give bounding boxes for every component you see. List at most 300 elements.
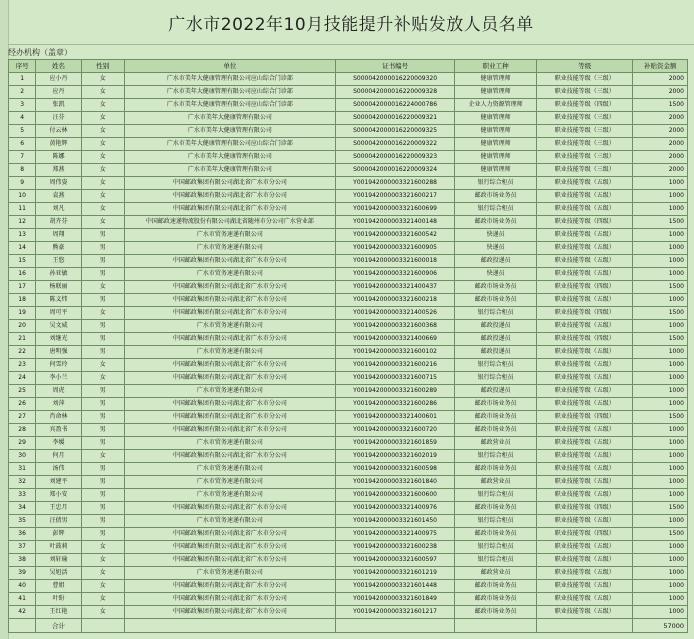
cell-amount[interactable]: 1000 [633,255,688,268]
cell-level[interactable]: 职业技能等级（三级） [536,112,633,125]
cell-name[interactable]: 黄艳辉 [36,138,81,151]
cell-level[interactable]: 职业技能等级（三级） [536,138,633,151]
cell-employer[interactable]: 中国邮政集团有限公司湖北省广水市分公司 [124,333,335,346]
cell-index[interactable]: 25 [9,385,36,398]
cell-gender[interactable]: 女 [81,567,124,580]
cell-name[interactable]: 郑燕 [36,164,81,177]
cell-name[interactable]: 刘继光 [36,333,81,346]
cell-index[interactable]: 34 [9,502,36,515]
cell-certificate[interactable]: S000042000016224000786 [335,99,454,112]
cell-employer[interactable]: 中国邮政集团有限公司湖北省广水市分公司 [124,424,335,437]
cell-occupation[interactable]: 健康管理师 [455,112,537,125]
cell-certificate[interactable]: Y001942000003321400601 [335,411,454,424]
cell-certificate[interactable]: Y001942000003321400669 [335,333,454,346]
cell-amount[interactable]: 1500 [633,99,688,112]
cell-level[interactable]: 职业技能等级（三级） [536,86,633,99]
cell-employer[interactable]: 广水市美年大健康管理有限公司应山综合门诊部 [124,73,335,86]
cell-amount[interactable]: 1000 [633,489,688,502]
cell-level[interactable]: 职业技能等级（五级） [536,398,633,411]
cell-gender[interactable]: 女 [81,151,124,164]
cell-index[interactable]: 31 [9,463,36,476]
cell-index[interactable]: 40 [9,580,36,593]
cell-certificate[interactable]: Y001942000003321400526 [335,307,454,320]
cell-amount[interactable]: 1000 [633,372,688,385]
cell-occupation[interactable]: 邮政市场业务员 [455,606,537,619]
cell-gender[interactable]: 女 [81,554,124,567]
cell-level[interactable]: 职业技能等级（五级） [536,593,633,606]
cell-name[interactable]: 陈娜 [36,151,81,164]
cell-occupation[interactable]: 邮政投递员 [455,333,537,346]
cell-amount[interactable]: 1000 [633,541,688,554]
cell-certificate[interactable]: S000042000016220009320 [335,73,454,86]
cell-amount[interactable]: 1500 [633,528,688,541]
cell-level[interactable]: 职业技能等级（四级） [536,502,633,515]
cell-name[interactable]: 刘建平 [36,476,81,489]
cell-name[interactable]: 曹姐 [36,580,81,593]
cell-amount[interactable]: 1000 [633,320,688,333]
cell-level[interactable]: 职业技能等级（五级） [536,541,633,554]
cell-occupation[interactable]: 银行综合柜员 [455,372,537,385]
cell-level[interactable]: 职业技能等级（五级） [536,294,633,307]
cell-employer[interactable]: 中国邮政集团有限公司湖北省广水市分公司 [124,593,335,606]
cell-employer[interactable]: 广水市贸务速递有限公司 [124,489,335,502]
cell-certificate[interactable]: Y001942000003321601448 [335,580,454,593]
cell-occupation[interactable]: 健康管理师 [455,138,537,151]
cell-occupation[interactable]: 快递员 [455,242,537,255]
cell-employer[interactable]: 广水市贸务速递有限公司 [124,385,335,398]
cell-name[interactable]: 王红艳 [36,606,81,619]
cell-occupation[interactable]: 快递员 [455,268,537,281]
cell-amount[interactable]: 2000 [633,164,688,177]
cell-name[interactable]: 叶盼 [36,593,81,606]
cell-gender[interactable]: 女 [81,593,124,606]
cell-certificate[interactable]: Y001942000003321400437 [335,281,454,294]
cell-gender[interactable]: 女 [81,138,124,151]
cell-occupation[interactable]: 邮政市场业务员 [455,593,537,606]
cell-occupation[interactable]: 邮政投递员 [455,320,537,333]
cell-employer[interactable]: 广水市美年大健康管理有限公司应山综合门诊部 [124,99,335,112]
cell-level[interactable]: 职业技能等级（五级） [536,554,633,567]
cell-occupation[interactable]: 企业人力资源管理师 [455,99,537,112]
cell-gender[interactable]: 男 [81,528,124,541]
cell-gender[interactable]: 女 [81,112,124,125]
cell-name[interactable]: 吴旭活 [36,567,81,580]
cell-occupation[interactable]: 邮政市场业务员 [455,294,537,307]
cell-name[interactable]: 杨联丽 [36,281,81,294]
cell-level[interactable]: 职业技能等级（三级） [536,164,633,177]
total-empty-cell[interactable] [9,619,36,633]
cell-occupation[interactable]: 邮政市场业务员 [455,580,537,593]
cell-employer[interactable]: 中国邮政集团有限公司湖北省广水市分公司 [124,554,335,567]
cell-index[interactable]: 15 [9,255,36,268]
cell-name[interactable]: 何雪玲 [36,359,81,372]
cell-index[interactable]: 19 [9,307,36,320]
cell-gender[interactable]: 女 [81,450,124,463]
cell-gender[interactable]: 女 [81,216,124,229]
cell-certificate[interactable]: Y001942000003321600102 [335,346,454,359]
cell-level[interactable]: 职业技能等级（五级） [536,515,633,528]
total-empty-cell[interactable] [335,619,454,633]
cell-employer[interactable]: 中国邮政集团有限公司湖北省广水市分公司 [124,294,335,307]
cell-occupation[interactable]: 邮政市场业务员 [455,463,537,476]
cell-amount[interactable]: 1000 [633,437,688,450]
col-header-gender[interactable]: 性别 [81,60,124,73]
cell-index[interactable]: 30 [9,450,36,463]
cell-index[interactable]: 27 [9,411,36,424]
cell-gender[interactable]: 男 [81,515,124,528]
cell-level[interactable]: 职业技能等级（五级） [536,463,633,476]
cell-index[interactable]: 13 [9,229,36,242]
cell-gender[interactable]: 女 [81,125,124,138]
cell-index[interactable]: 22 [9,346,36,359]
cell-certificate[interactable]: Y001942000003321600699 [335,203,454,216]
cell-employer[interactable]: 中国邮政集团有限公司湖北省广水市分公司 [124,606,335,619]
cell-gender[interactable]: 男 [81,385,124,398]
cell-index[interactable]: 24 [9,372,36,385]
cell-level[interactable]: 职业技能等级（五级） [536,489,633,502]
cell-amount[interactable]: 1000 [633,580,688,593]
cell-certificate[interactable]: Y001942000003321600598 [335,463,454,476]
cell-amount[interactable]: 1500 [633,411,688,424]
cell-occupation[interactable]: 邮政市场业务员 [455,398,537,411]
cell-amount[interactable]: 1000 [633,567,688,580]
cell-index[interactable]: 28 [9,424,36,437]
cell-gender[interactable]: 女 [81,86,124,99]
cell-name[interactable]: 肖命林 [36,411,81,424]
cell-gender[interactable]: 女 [81,164,124,177]
cell-level[interactable]: 职业技能等级（三级） [536,151,633,164]
cell-amount[interactable]: 1000 [633,177,688,190]
cell-employer[interactable]: 中国邮政集团有限公司湖北省广水市分公司 [124,177,335,190]
cell-gender[interactable]: 女 [81,190,124,203]
cell-gender[interactable]: 男 [81,502,124,515]
cell-index[interactable]: 7 [9,151,36,164]
col-header-name[interactable]: 姓名 [36,60,81,73]
cell-employer[interactable]: 中国邮政集团有限公司湖北省广水市分公司 [124,203,335,216]
cell-index[interactable]: 12 [9,216,36,229]
cell-occupation[interactable]: 邮政市场业务员 [455,528,537,541]
cell-index[interactable]: 1 [9,73,36,86]
cell-occupation[interactable]: 邮政市场业务员 [455,216,537,229]
cell-employer[interactable]: 中国邮政集团有限公司湖北省广水市分公司 [124,372,335,385]
cell-employer[interactable]: 广水市贸务速递有限公司 [124,476,335,489]
cell-gender[interactable]: 女 [81,372,124,385]
cell-index[interactable]: 14 [9,242,36,255]
cell-index[interactable]: 16 [9,268,36,281]
cell-employer[interactable]: 广水市贸务速递有限公司 [124,320,335,333]
cell-gender[interactable]: 男 [81,242,124,255]
cell-index[interactable]: 29 [9,437,36,450]
cell-employer[interactable]: 广水市美年大健康管理有限公司 [124,164,335,177]
cell-name[interactable]: 周伟姿 [36,177,81,190]
cell-certificate[interactable]: Y001942000003321601840 [335,476,454,489]
cell-occupation[interactable]: 健康管理师 [455,151,537,164]
cell-level[interactable]: 职业技能等级（五级） [536,203,633,216]
cell-certificate[interactable]: Y001942000003321600288 [335,177,454,190]
sheet-title[interactable]: 广水市2022年10月技能提升补贴发放人员名单 [8,0,694,45]
cell-index[interactable]: 8 [9,164,36,177]
cell-amount[interactable]: 1000 [633,190,688,203]
cell-level[interactable]: 职业技能等级（五级） [536,229,633,242]
cell-employer[interactable]: 中国邮政集团有限公司湖北省广水市分公司 [124,580,335,593]
cell-certificate[interactable]: Y001942000003321601849 [335,593,454,606]
cell-index[interactable]: 4 [9,112,36,125]
cell-amount[interactable]: 1000 [633,554,688,567]
cell-index[interactable]: 26 [9,398,36,411]
cell-name[interactable]: 周可平 [36,307,81,320]
cell-level[interactable]: 职业技能等级（五级） [536,424,633,437]
cell-index[interactable]: 2 [9,86,36,99]
cell-index[interactable]: 18 [9,294,36,307]
cell-amount[interactable]: 1000 [633,424,688,437]
cell-amount[interactable]: 1500 [633,216,688,229]
cell-certificate[interactable]: Y001942000003321601450 [335,515,454,528]
cell-occupation[interactable]: 邮政营业员 [455,567,537,580]
cell-name[interactable]: 张凯 [36,99,81,112]
cell-certificate[interactable]: S000042000016220009325 [335,125,454,138]
cell-level[interactable]: 职业技能等级（五级） [536,359,633,372]
cell-gender[interactable]: 男 [81,268,124,281]
cell-level[interactable]: 职业技能等级（五级） [536,567,633,580]
cell-name[interactable]: 李媛 [36,437,81,450]
cell-certificate[interactable]: Y001942000003321400148 [335,216,454,229]
cell-name[interactable]: 胡卉芬 [36,216,81,229]
cell-occupation[interactable]: 邮政投递员 [455,255,537,268]
cell-certificate[interactable]: Y001942000003321601219 [335,567,454,580]
total-amount[interactable]: 57000 [633,619,688,633]
cell-certificate[interactable]: Y001942000003321600217 [335,190,454,203]
col-header-index[interactable]: 序号 [9,60,36,73]
cell-employer[interactable]: 广水市贸务速递有限公司 [124,346,335,359]
cell-certificate[interactable]: Y001942000003321600542 [335,229,454,242]
cell-index[interactable]: 6 [9,138,36,151]
cell-level[interactable]: 职业技能等级（五级） [536,437,633,450]
cell-gender[interactable]: 男 [81,398,124,411]
cell-amount[interactable]: 1000 [633,294,688,307]
cell-certificate[interactable]: Y001942000003321400975 [335,528,454,541]
cell-employer[interactable]: 广水市贸务速递有限公司 [124,463,335,476]
cell-amount[interactable]: 2000 [633,138,688,151]
cell-amount[interactable]: 1500 [633,281,688,294]
cell-index[interactable]: 38 [9,554,36,567]
cell-name[interactable]: 宾盈书 [36,424,81,437]
cell-amount[interactable]: 1000 [633,398,688,411]
cell-gender[interactable]: 女 [81,541,124,554]
cell-level[interactable]: 职业技能等级（五级） [536,177,633,190]
cell-certificate[interactable]: Y001942000003321600597 [335,554,454,567]
cell-occupation[interactable]: 邮政营业员 [455,476,537,489]
cell-certificate[interactable]: Y001942000003321600720 [335,424,454,437]
cell-name[interactable]: 汪芬 [36,112,81,125]
cell-name[interactable]: 王忠月 [36,502,81,515]
col-header-occupation[interactable]: 职业工种 [455,60,537,73]
cell-certificate[interactable]: S000042000016220009328 [335,86,454,99]
cell-certificate[interactable]: Y001942000003321600715 [335,372,454,385]
cell-employer[interactable]: 中国邮政集团有限公司湖北省广水市分公司 [124,190,335,203]
cell-amount[interactable]: 1000 [633,385,688,398]
cell-index[interactable]: 21 [9,333,36,346]
cell-index[interactable]: 42 [9,606,36,619]
cell-gender[interactable]: 女 [81,73,124,86]
cell-certificate[interactable]: Y001942000003321600368 [335,320,454,333]
cell-employer[interactable]: 广水市美年大健康管理有限公司 [124,112,335,125]
cell-level[interactable]: 职业技能等级（四级） [536,216,633,229]
cell-employer[interactable]: 中国邮政集团有限公司湖北省广水市分公司 [124,398,335,411]
cell-amount[interactable]: 1000 [633,463,688,476]
cell-name[interactable]: 郑小安 [36,489,81,502]
cell-employer[interactable]: 中国邮政集团有限公司湖北省广水市分公司 [124,502,335,515]
cell-occupation[interactable]: 邮政市场业务员 [455,424,537,437]
cell-employer[interactable]: 广水市美年大健康管理有限公司 [124,125,335,138]
cell-name[interactable]: 陈义炜 [36,294,81,307]
cell-name[interactable]: 刘凡 [36,203,81,216]
cell-amount[interactable]: 1000 [633,593,688,606]
cell-level[interactable]: 职业技能等级（五级） [536,255,633,268]
cell-index[interactable]: 39 [9,567,36,580]
cell-index[interactable]: 5 [9,125,36,138]
total-empty-cell[interactable] [124,619,335,633]
cell-level[interactable]: 职业技能等级（五级） [536,346,633,359]
total-label[interactable]: 合计 [36,619,81,633]
cell-occupation[interactable]: 银行综合柜员 [455,489,537,502]
cell-name[interactable]: 李小兰 [36,372,81,385]
total-empty-cell[interactable] [536,619,633,633]
cell-certificate[interactable]: Y001942000003321600286 [335,398,454,411]
cell-index[interactable]: 23 [9,359,36,372]
cell-name[interactable]: 王悠 [36,255,81,268]
cell-occupation[interactable]: 邮政市场业务员 [455,502,537,515]
cell-name[interactable]: 刘轩瑜 [36,554,81,567]
cell-employer[interactable]: 广水市贸务速递有限公司 [124,229,335,242]
cell-gender[interactable]: 男 [81,294,124,307]
cell-index[interactable]: 33 [9,489,36,502]
cell-index[interactable]: 35 [9,515,36,528]
cell-occupation[interactable]: 银行综合柜员 [455,203,537,216]
cell-name[interactable]: 刘萍 [36,398,81,411]
cell-name[interactable]: 叶鼓莉 [36,541,81,554]
cell-certificate[interactable]: Y001942000003321600218 [335,294,454,307]
cell-occupation[interactable]: 银行综合柜员 [455,177,537,190]
cell-employer[interactable]: 中国邮政集团有限公司湖北省广水市分公司 [124,411,335,424]
cell-employer[interactable]: 中国邮政集团有限公司湖北省广水市分公司 [124,541,335,554]
col-header-level[interactable]: 等级 [536,60,633,73]
cell-gender[interactable]: 男 [81,320,124,333]
cell-gender[interactable]: 男 [81,411,124,424]
cell-certificate[interactable]: Y001942000003321400976 [335,502,454,515]
cell-level[interactable]: 职业技能等级（四级） [536,528,633,541]
cell-amount[interactable]: 1000 [633,476,688,489]
cell-gender[interactable]: 女 [81,307,124,320]
cell-name[interactable]: 袁燕 [36,190,81,203]
cell-level[interactable]: 职业技能等级（四级） [536,333,633,346]
cell-certificate[interactable]: Y001942000003321602019 [335,450,454,463]
cell-occupation[interactable]: 银行综合柜员 [455,554,537,567]
cell-amount[interactable]: 1500 [633,502,688,515]
cell-occupation[interactable]: 健康管理师 [455,164,537,177]
cell-level[interactable]: 职业技能等级（五级） [536,372,633,385]
cell-index[interactable]: 20 [9,320,36,333]
cell-employer[interactable]: 广水市贸务速递有限公司 [124,515,335,528]
cell-gender[interactable]: 女 [81,359,124,372]
cell-name[interactable]: 熊豪 [36,242,81,255]
cell-level[interactable]: 职业技能等级（五级） [536,606,633,619]
total-empty-cell[interactable] [81,619,124,633]
cell-name[interactable]: 付云林 [36,125,81,138]
cell-index[interactable]: 36 [9,528,36,541]
cell-index[interactable]: 37 [9,541,36,554]
cell-employer[interactable]: 广水市贸务速递有限公司 [124,567,335,580]
cell-occupation[interactable]: 邮政市场业务员 [455,411,537,424]
cell-index[interactable]: 17 [9,281,36,294]
cell-employer[interactable]: 中国邮政集团有限公司湖北省广水市分公司 [124,255,335,268]
cell-employer[interactable]: 广水市美年大健康管理有限公司应山综合门诊部 [124,138,335,151]
cell-gender[interactable]: 男 [81,346,124,359]
cell-level[interactable]: 职业技能等级（四级） [536,281,633,294]
cell-occupation[interactable]: 健康管理师 [455,86,537,99]
cell-amount[interactable]: 2000 [633,151,688,164]
cell-gender[interactable]: 女 [81,203,124,216]
cell-employer[interactable]: 广水市贸务速递有限公司 [124,242,335,255]
cell-index[interactable]: 10 [9,190,36,203]
cell-occupation[interactable]: 银行综合柜员 [455,541,537,554]
cell-occupation[interactable]: 银行综合柜员 [455,307,537,320]
cell-amount[interactable]: 1000 [633,268,688,281]
cell-occupation[interactable]: 银行综合柜员 [455,450,537,463]
cell-amount[interactable]: 2000 [633,86,688,99]
cell-occupation[interactable]: 邮政投递员 [455,346,537,359]
cell-certificate[interactable]: Y001942000003321600238 [335,541,454,554]
cell-level[interactable]: 职业技能等级（五级） [536,242,633,255]
cell-name[interactable]: 吴文威 [36,320,81,333]
total-empty-cell[interactable] [455,619,537,633]
cell-occupation[interactable]: 银行综合柜员 [455,359,537,372]
cell-gender[interactable]: 女 [81,606,124,619]
cell-level[interactable]: 职业技能等级（五级） [536,580,633,593]
cell-occupation[interactable]: 健康管理师 [455,73,537,86]
cell-certificate[interactable]: Y001942000003321600216 [335,359,454,372]
cell-level[interactable]: 职业技能等级（五级） [536,190,633,203]
cell-amount[interactable]: 1000 [633,359,688,372]
cell-name[interactable]: 汪倩男 [36,515,81,528]
cell-level[interactable]: 职业技能等级（三级） [536,73,633,86]
cell-name[interactable]: 孙亚敏 [36,268,81,281]
cell-gender[interactable]: 男 [81,255,124,268]
cell-certificate[interactable]: Y001942000003321601859 [335,437,454,450]
cell-employer[interactable]: 中国邮政集团有限公司湖北省广水市分公司 [124,528,335,541]
cell-amount[interactable]: 2000 [633,112,688,125]
cell-name[interactable]: 周虎 [36,385,81,398]
cell-gender[interactable]: 女 [81,99,124,112]
cell-employer[interactable]: 中国邮政速递物流股份有限公司湖北省随州市分公司广水营业部 [124,216,335,229]
cell-occupation[interactable]: 银行综合柜员 [455,515,537,528]
cell-amount[interactable]: 1500 [633,333,688,346]
cell-amount[interactable]: 1000 [633,203,688,216]
cell-amount[interactable]: 2000 [633,73,688,86]
cell-gender[interactable]: 男 [81,424,124,437]
cell-level[interactable]: 职业技能等级（五级） [536,385,633,398]
org-label[interactable]: 经办机构（盖章） [8,48,72,57]
cell-occupation[interactable]: 邮政营业员 [455,437,537,450]
cell-certificate[interactable]: S000042000016220009324 [335,164,454,177]
cell-certificate[interactable]: S000042000016220009323 [335,151,454,164]
cell-gender[interactable]: 男 [81,229,124,242]
cell-index[interactable]: 32 [9,476,36,489]
cell-level[interactable]: 职业技能等级（四级） [536,411,633,424]
cell-index[interactable]: 9 [9,177,36,190]
cell-level[interactable]: 职业技能等级（三级） [536,125,633,138]
cell-certificate[interactable]: Y001942000003321601217 [335,606,454,619]
cell-name[interactable]: 汤伟 [36,463,81,476]
